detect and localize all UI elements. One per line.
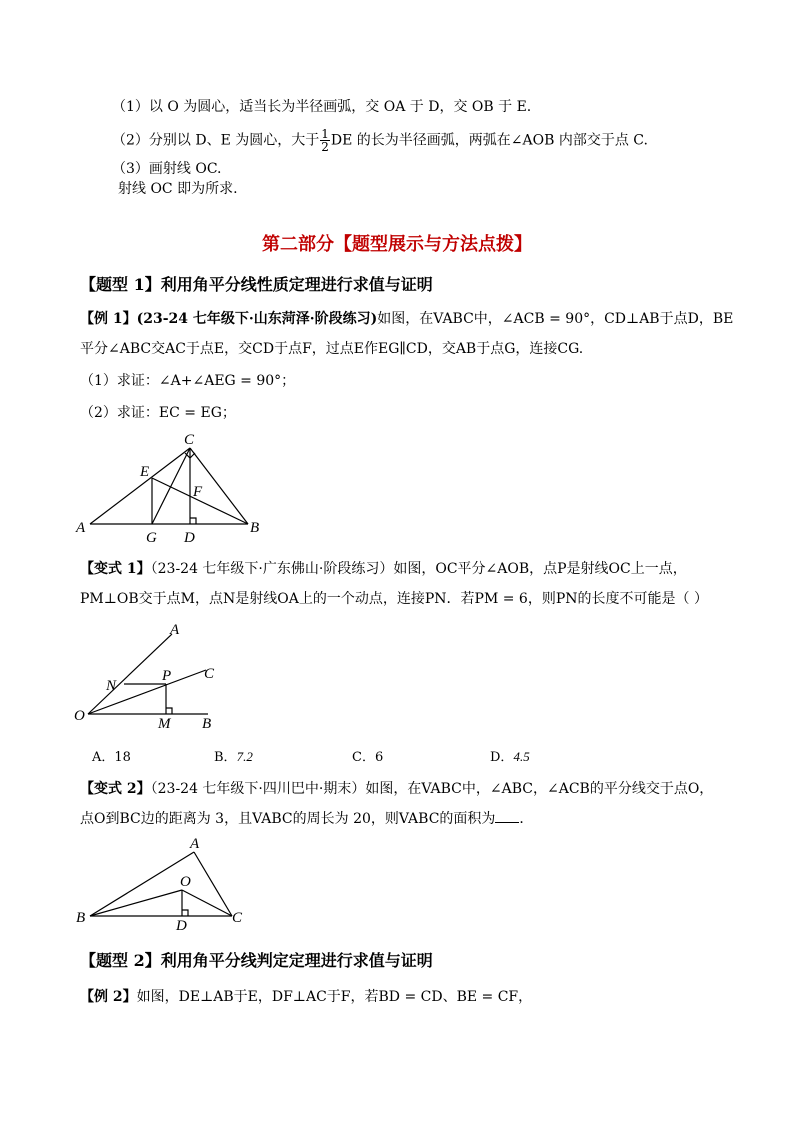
variant1-source: （23-24 七年级下·广东佛山·阶段练习）: [150, 561, 394, 577]
intro-step-2-post: DE 的长为半径画弧，两弧在∠AOB 内部交于点 C.: [330, 132, 648, 149]
option-b-value: 7.2: [236, 749, 253, 764]
type1-title: 【题型 1】利用角平分线性质定理进行求值与证明: [80, 275, 433, 294]
type2-title: 【题型 2】利用角平分线判定定理进行求值与证明: [80, 951, 433, 970]
example2-text1: 如图，DE⊥AB于E，DF⊥AC于F，若BD = CD、BE = CF，: [136, 989, 533, 1005]
fraction-denominator: 2: [321, 140, 329, 154]
variant2-figure: [72, 832, 252, 932]
variant2-tag: 【变式 2】: [80, 781, 151, 797]
example1-source: (23-24 七年级下·山东菏泽·阶段练习): [136, 311, 378, 327]
label-C: C: [232, 910, 243, 926]
right-angle-mark-M: [166, 708, 172, 714]
example1-text1: 如图，在VABC中，∠ACB = 90°，CD⊥AB于点D，BE: [377, 311, 734, 327]
variant1-line1: [80, 560, 687, 578]
fraction-numerator: 1: [321, 127, 329, 141]
variant1-text1: 如图，OC平分∠AOB，点P是射线OC上一点，: [393, 561, 687, 577]
variant1-line2: PM⊥OB交于点M，点N是射线OA上的一个动点，连接PN．若PM = 6，则PN的长度不可能是（ ）: [80, 591, 708, 607]
label-A: A: [170, 622, 180, 638]
label-A: A: [190, 836, 200, 852]
label-E: E: [140, 464, 150, 480]
option-b-label: B．: [214, 750, 237, 765]
option-d: [490, 746, 530, 765]
example1-question1: （1）求证：∠A+∠AEG = 90°；: [80, 373, 296, 389]
label-O: O: [180, 874, 191, 890]
label-G: G: [146, 530, 157, 546]
label-D: D: [176, 918, 187, 934]
variant2-line2: [80, 810, 533, 828]
segment-BO: [90, 890, 182, 916]
label-A: A: [76, 520, 86, 536]
example1-question2: （2）求证：EC = EG；: [80, 405, 236, 421]
right-angle-mark-D: [190, 518, 196, 524]
variant1-figure: [72, 620, 222, 732]
label-B: B: [250, 520, 260, 536]
variant2-source: （23-24 七年级下·四川巴中·期末）: [150, 781, 366, 797]
option-d-value: 4.5: [513, 749, 530, 764]
label-C: C: [204, 666, 215, 682]
intro-step-3: （3）画射线 OC.: [112, 161, 222, 177]
ray-OA: [88, 634, 172, 714]
label-O: O: [74, 708, 85, 724]
right-angle-mark-D: [182, 910, 188, 916]
intro-conclusion: 射线 OC 即为所求.: [118, 181, 238, 197]
intro-step-2-pre: （2）分别以 D、E 为圆心，大于: [112, 132, 320, 149]
variant2-text2: 点O到BC边的距离为 3，且VABC的周长为 20，则VABC的面积为: [80, 811, 496, 827]
label-B: B: [76, 910, 86, 926]
example1-figure: [70, 428, 280, 546]
variant1-tag: 【变式 1】: [80, 561, 151, 577]
segment-AB: [90, 852, 194, 916]
answer-blank: [495, 810, 519, 823]
label-B: B: [202, 716, 212, 732]
variant2-text1: 如图，在VABC中，∠ABC，∠ACB的平分线交于点O，: [365, 781, 714, 797]
intro-step-2: [112, 128, 648, 153]
option-c: C．6: [352, 750, 384, 765]
option-b: [214, 746, 253, 765]
variant2-text2-end: ．: [519, 811, 534, 827]
example1-line1: [80, 310, 733, 328]
label-F: F: [193, 484, 203, 500]
option-d-label: D．: [490, 750, 514, 765]
example1-tag: 【例 1】: [80, 311, 137, 327]
example2-line1: [80, 988, 532, 1006]
fraction-half: [320, 128, 330, 153]
example2-tag: 【例 2】: [80, 989, 137, 1005]
label-M: M: [158, 716, 171, 732]
intro-step-1: （1）以 O 为圆心，适当长为半径画弧，交 OA 于 D，交 OB 于 E.: [112, 99, 532, 115]
segment-AC: [90, 448, 190, 524]
label-P: P: [162, 668, 172, 684]
label-C: C: [184, 432, 195, 448]
label-D: D: [184, 530, 195, 546]
option-a: A．18: [92, 750, 131, 765]
label-N: N: [106, 678, 117, 694]
example1-line2: 平分∠ABC交AC于点E，交CD于点F，过点E作EG∥CD，交AB于点G，连接CG.: [80, 341, 584, 357]
part2-title: 第二部分【题型展示与方法点拨】: [262, 234, 532, 255]
variant2-line1: [80, 780, 713, 798]
segment-CG: [152, 448, 190, 524]
